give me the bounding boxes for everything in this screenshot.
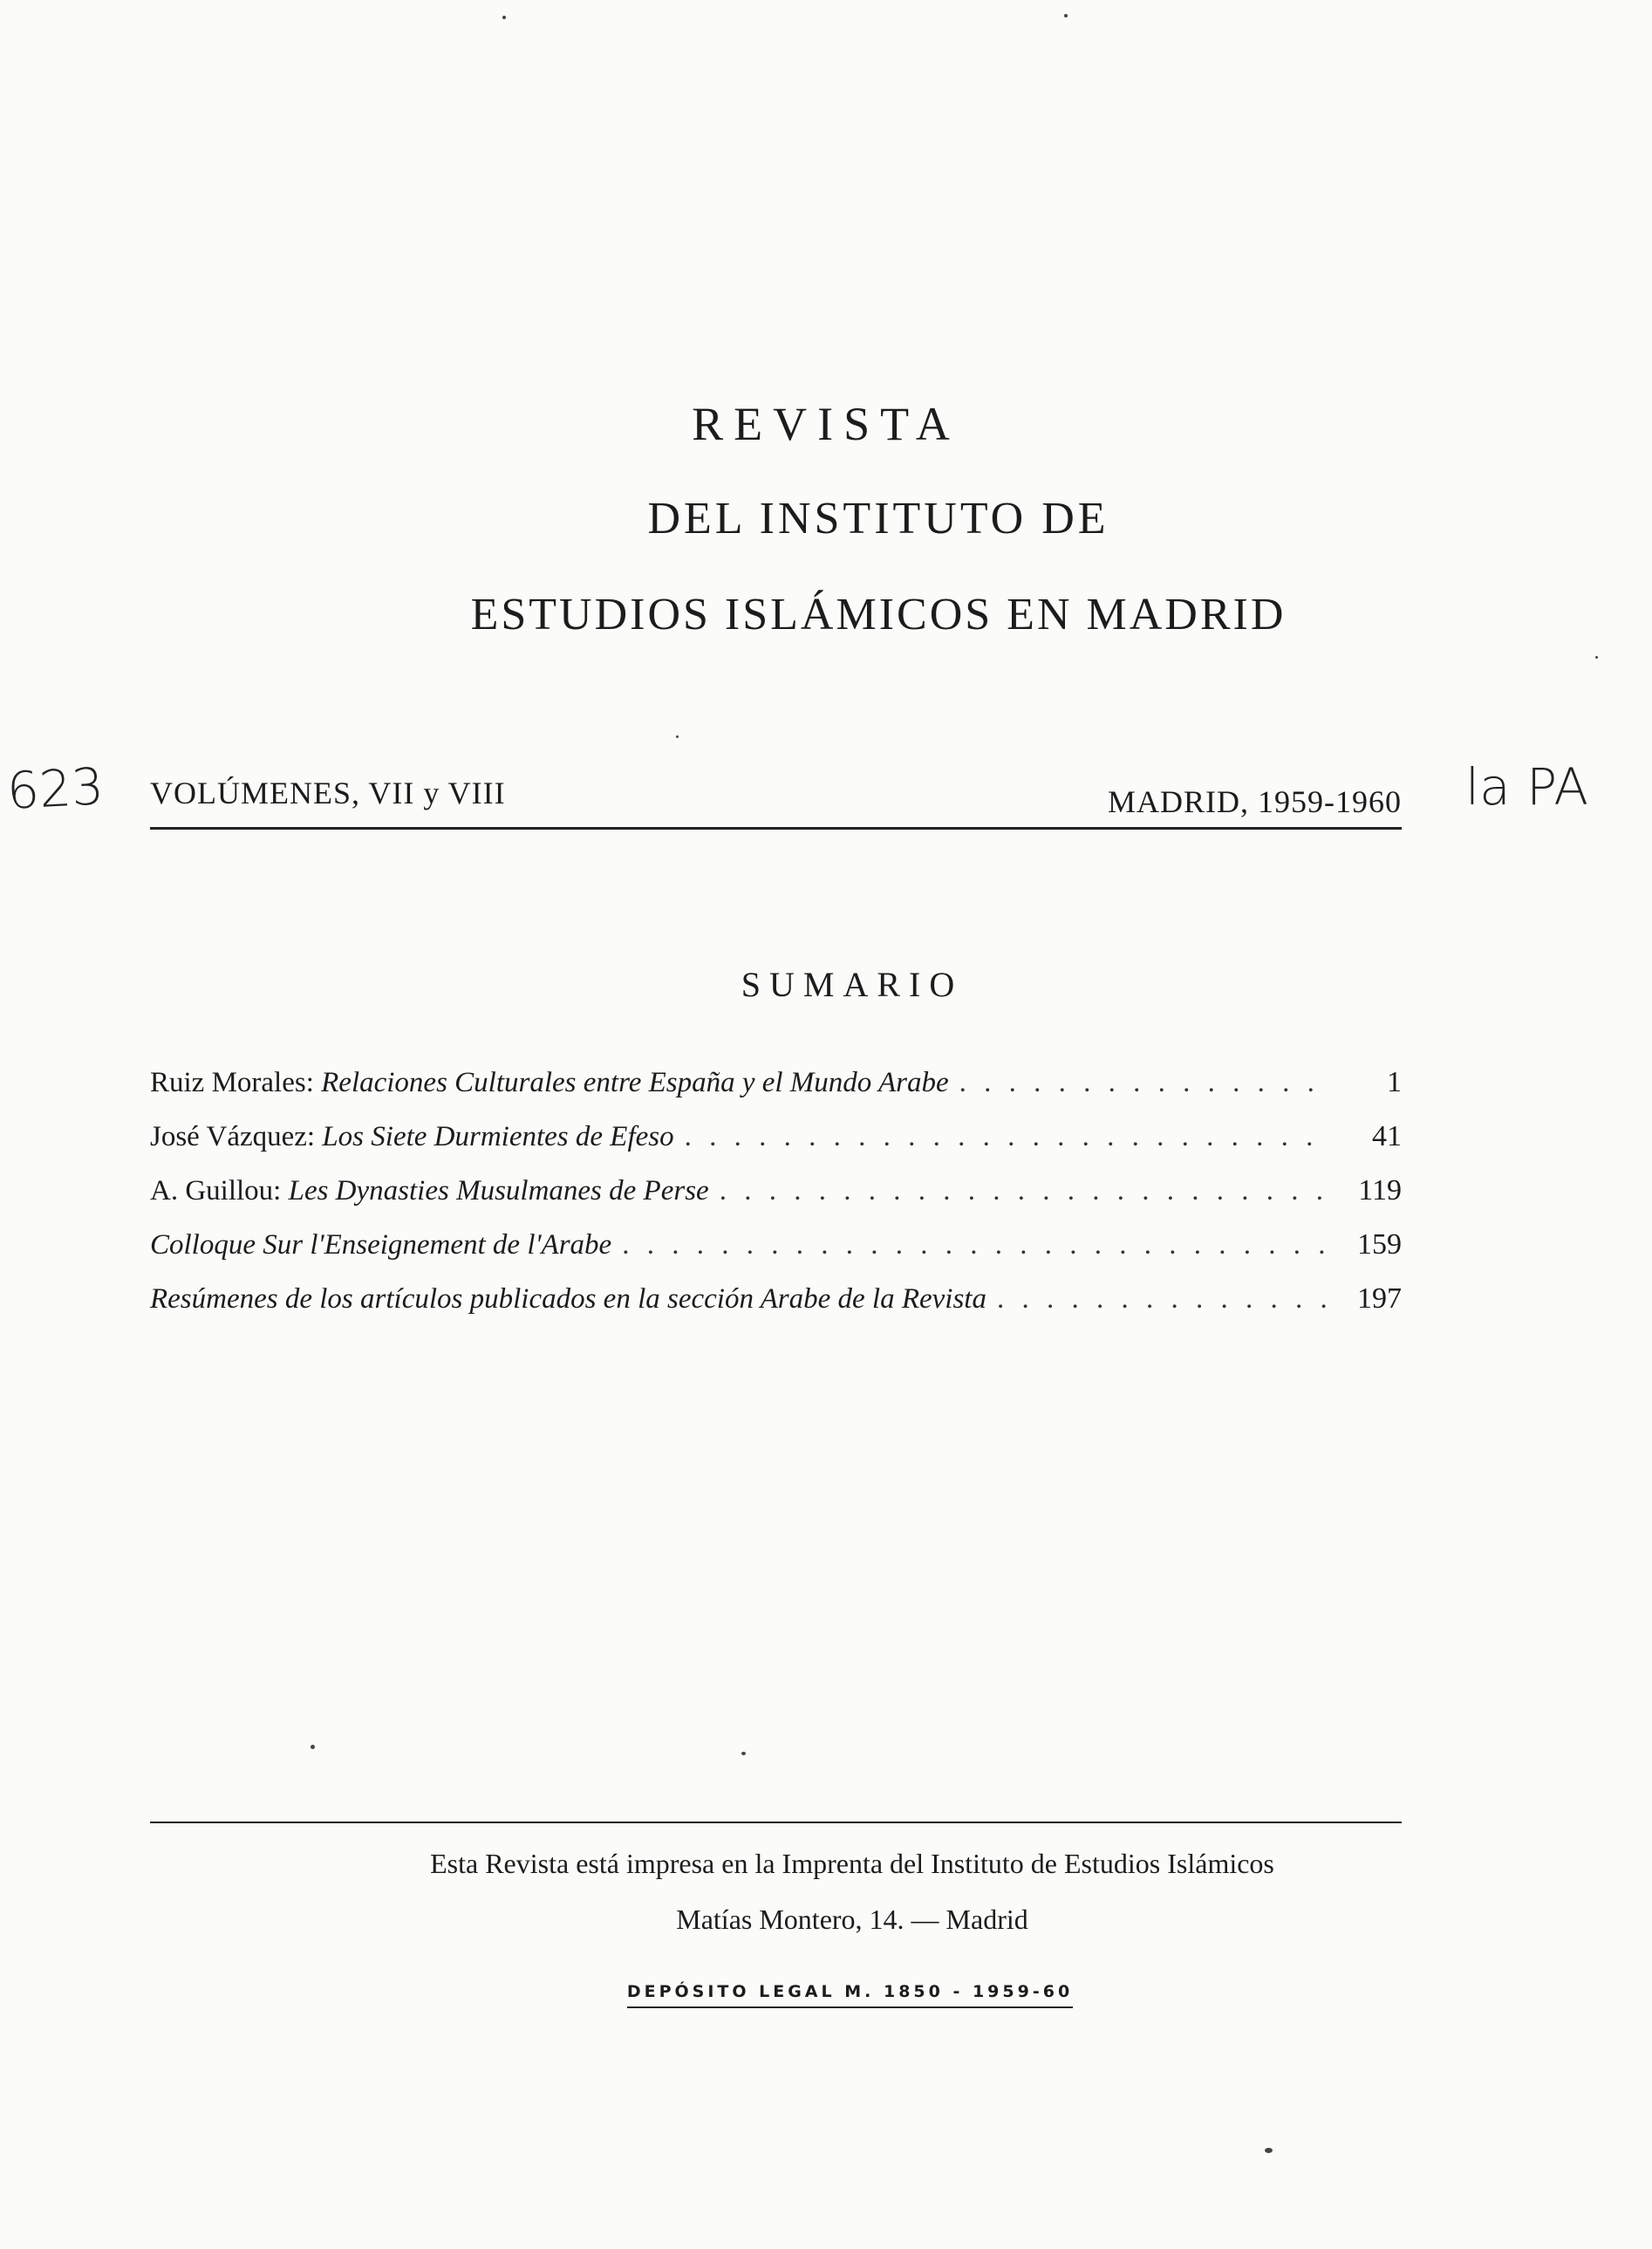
scan-speck	[1595, 656, 1598, 659]
toc-title: Colloque Sur l'Enseignement de l'Arabe	[150, 1229, 612, 1261]
scan-speck	[311, 1745, 315, 1749]
toc-author: A. Guillou:	[150, 1175, 289, 1207]
sumario-heading: SUMARIO	[741, 965, 964, 1004]
journal-subtitle-line2: ESTUDIOS ISLÁMICOS EN MADRID	[470, 590, 1287, 639]
toc-entry	[150, 1066, 1402, 1120]
legal-deposit	[0, 1982, 1652, 2008]
handwritten-note-right: la PA	[1465, 757, 1589, 817]
toc-leader-dots	[622, 1229, 1332, 1261]
toc-entry	[150, 1282, 1402, 1336]
toc-entry	[150, 1174, 1402, 1228]
scan-speck	[502, 16, 506, 19]
toc-leader-dots	[997, 1283, 1332, 1316]
toc-page-number: 41	[1372, 1120, 1402, 1152]
toc-page-number: 119	[1358, 1174, 1402, 1207]
toc-leader-dots	[685, 1121, 1332, 1153]
scan-speck	[676, 735, 679, 738]
toc-leader-dots	[959, 1067, 1332, 1099]
toc-title: Resúmenes de los artículos publicados en la sección Arabe de la Revista	[150, 1283, 986, 1315]
table-of-contents	[150, 1066, 1402, 1336]
scan-speck	[1064, 14, 1068, 17]
toc-page-number: 197	[1357, 1282, 1402, 1315]
toc-title: Relaciones Culturales entre España y el Mundo Arabe	[321, 1067, 949, 1098]
footer-divider	[150, 1822, 1402, 1823]
toc-entry	[150, 1120, 1402, 1174]
toc-entry	[150, 1228, 1402, 1282]
scan-speck	[741, 1752, 746, 1755]
handwritten-note-left: 623	[5, 756, 106, 821]
toc-title: Los Siete Durmientes de Efeso	[322, 1121, 674, 1152]
toc-author: José Vázquez:	[150, 1121, 323, 1152]
printer-notice: Esta Revista está impresa en la Imprenta del Instituto de Estudios Islámicos	[430, 1848, 1274, 1879]
volume-line	[150, 775, 1402, 830]
toc-title: Les Dynasties Musulmanes de Perse	[288, 1175, 709, 1207]
place-date-label: MADRID, 1959-1960	[1108, 784, 1402, 819]
toc-page-number: 159	[1357, 1228, 1402, 1261]
journal-title: REVISTA	[692, 398, 960, 450]
legal-deposit-text: DEPÓSITO LEGAL M. 1850 - 1959-60	[627, 1982, 1073, 2008]
scan-speck	[1265, 2148, 1273, 2153]
volume-label: VOLÚMENES, VII y VIII	[150, 776, 506, 810]
toc-author: Ruiz Morales:	[150, 1067, 322, 1098]
toc-page-number: 1	[1387, 1066, 1402, 1098]
journal-subtitle-line1: DEL INSTITUTO DE	[647, 494, 1109, 543]
printer-address: Matías Montero, 14. — Madrid	[676, 1904, 1028, 1935]
toc-leader-dots	[720, 1175, 1332, 1207]
